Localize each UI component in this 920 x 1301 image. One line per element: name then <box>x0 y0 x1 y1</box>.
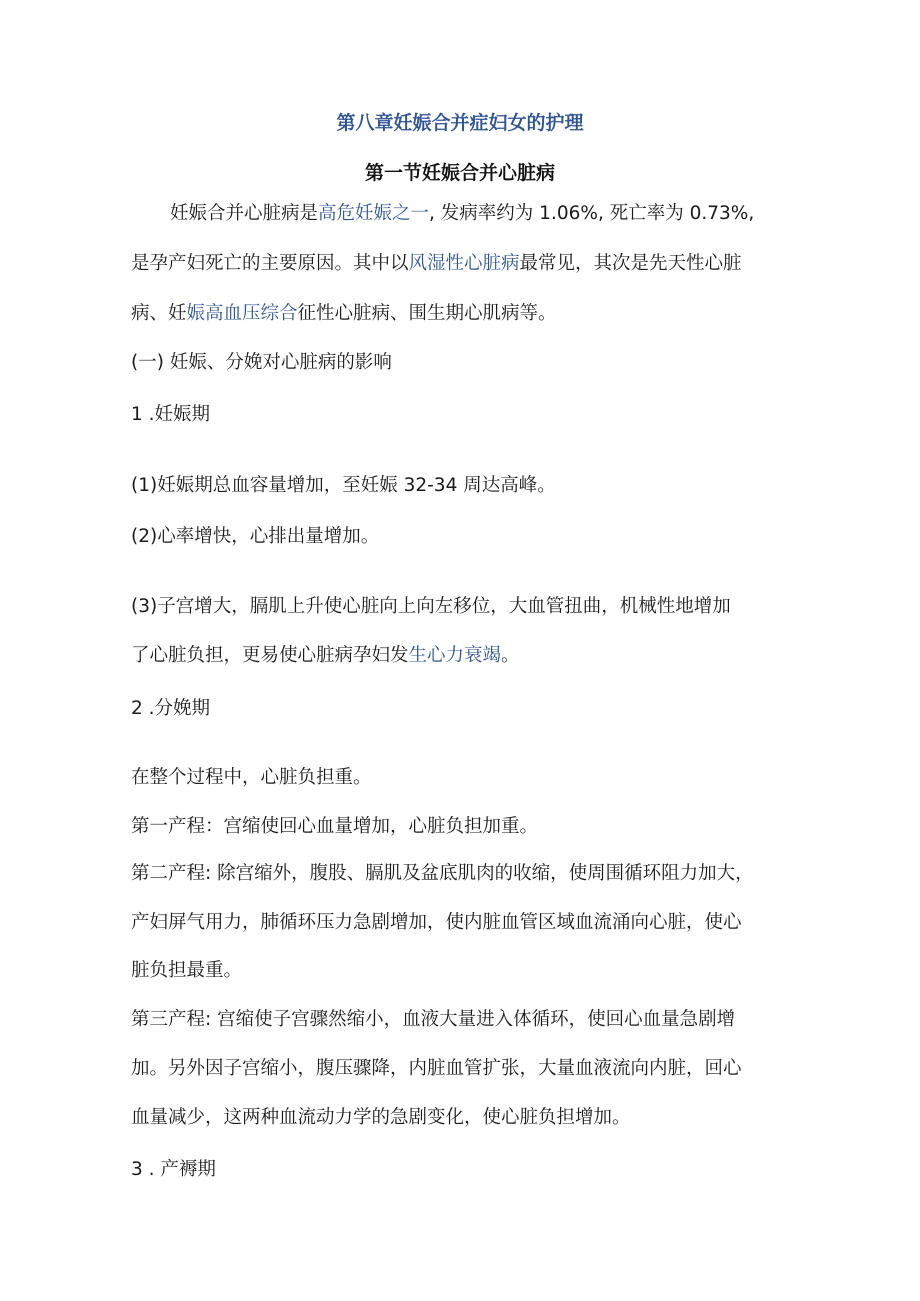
pregnancy-item-3-line-1: (3)子宫增大，膈肌上升使心脏向上向左移位，大血管扭曲，机械性地增加 <box>131 596 731 617</box>
intro-text: 最常见，其次是先天性心脏 <box>519 253 742 274</box>
pregnancy-item-1: (1)妊娠期总血容量增加，至妊娠 32-34 周达高峰。 <box>131 475 556 496</box>
puerperium-heading: 3 . 产褥期 <box>131 1159 216 1180</box>
rheumatic-heart-disease-link[interactable]: 风湿性心脏病 <box>408 253 520 274</box>
delivery-stage-2-line-1: 第二产程: 除宫缩外，腹股、膈肌及盆底肌肉的收缩，使周围循环阻力加大， <box>131 863 754 884</box>
intro-text: 征性心脏病、围生期心肌病等。 <box>297 303 557 324</box>
delivery-stage-3-line-2: 加。另外因子宫缩小，腹压骤降，内脏血管扩张，大量血液流向内脏，回心 <box>131 1058 742 1079</box>
intro-text: 病、妊 <box>131 303 187 324</box>
delivery-stage-1: 第一产程：宫缩使回心血量增加，心脏负担加重。 <box>131 816 539 837</box>
delivery-stage-3-line-1: 第三产程: 宫缩使子宫骤然缩小，血液大量进入体循环，使回心血量急剧增 <box>131 1009 736 1030</box>
delivery-stage-2-line-2: 产妇屏气用力，肺循环压力急剧增加，使内脏血管区域血流涌向心脏，使心 <box>131 912 742 933</box>
intro-line-1 <box>170 201 754 227</box>
high-risk-pregnancy-link[interactable]: 高危妊娠之一 <box>318 203 430 224</box>
pregnancy-text: 了心脏负担，更易使心脏病孕妇发 <box>131 645 409 666</box>
delivery-stage-2-line-3: 脏负担最重。 <box>131 960 243 981</box>
delivery-intro: 在整个过程中，心脏负担重。 <box>131 767 372 788</box>
intro-text: 是孕产妇死亡的主要原因。其中以 <box>131 253 409 274</box>
chapter-title: 第八章妊娠合并症妇女的护理 <box>336 112 584 134</box>
part1-heading: (一) 妊娠、分娩对心脏病的影响 <box>131 352 392 373</box>
pregnancy-item-2: (2)心率增快，心排出量增加。 <box>131 526 380 547</box>
pregnancy-hypertension-link[interactable]: 娠高血压综合 <box>186 303 298 324</box>
intro-line-3 <box>131 301 557 327</box>
pregnancy-heading: 1 .妊娠期 <box>131 404 211 425</box>
pregnancy-text: 。 <box>501 645 520 666</box>
intro-text: 妊娠合并心脏病是 <box>170 203 319 224</box>
heart-failure-link[interactable]: 生心力衰竭 <box>408 645 502 666</box>
intro-text: , 发病率约为 1.06%, 死亡率为 0.73%, <box>429 203 755 224</box>
section-title: 第一节妊娠合并心脏病 <box>364 162 555 184</box>
intro-line-2 <box>131 251 742 277</box>
pregnancy-item-3-line-2 <box>131 643 520 669</box>
delivery-heading: 2 .分娩期 <box>131 698 211 719</box>
delivery-stage-3-line-3: 血量减少，这两种血流动力学的急剧变化，使心脏负担增加。 <box>131 1107 631 1128</box>
